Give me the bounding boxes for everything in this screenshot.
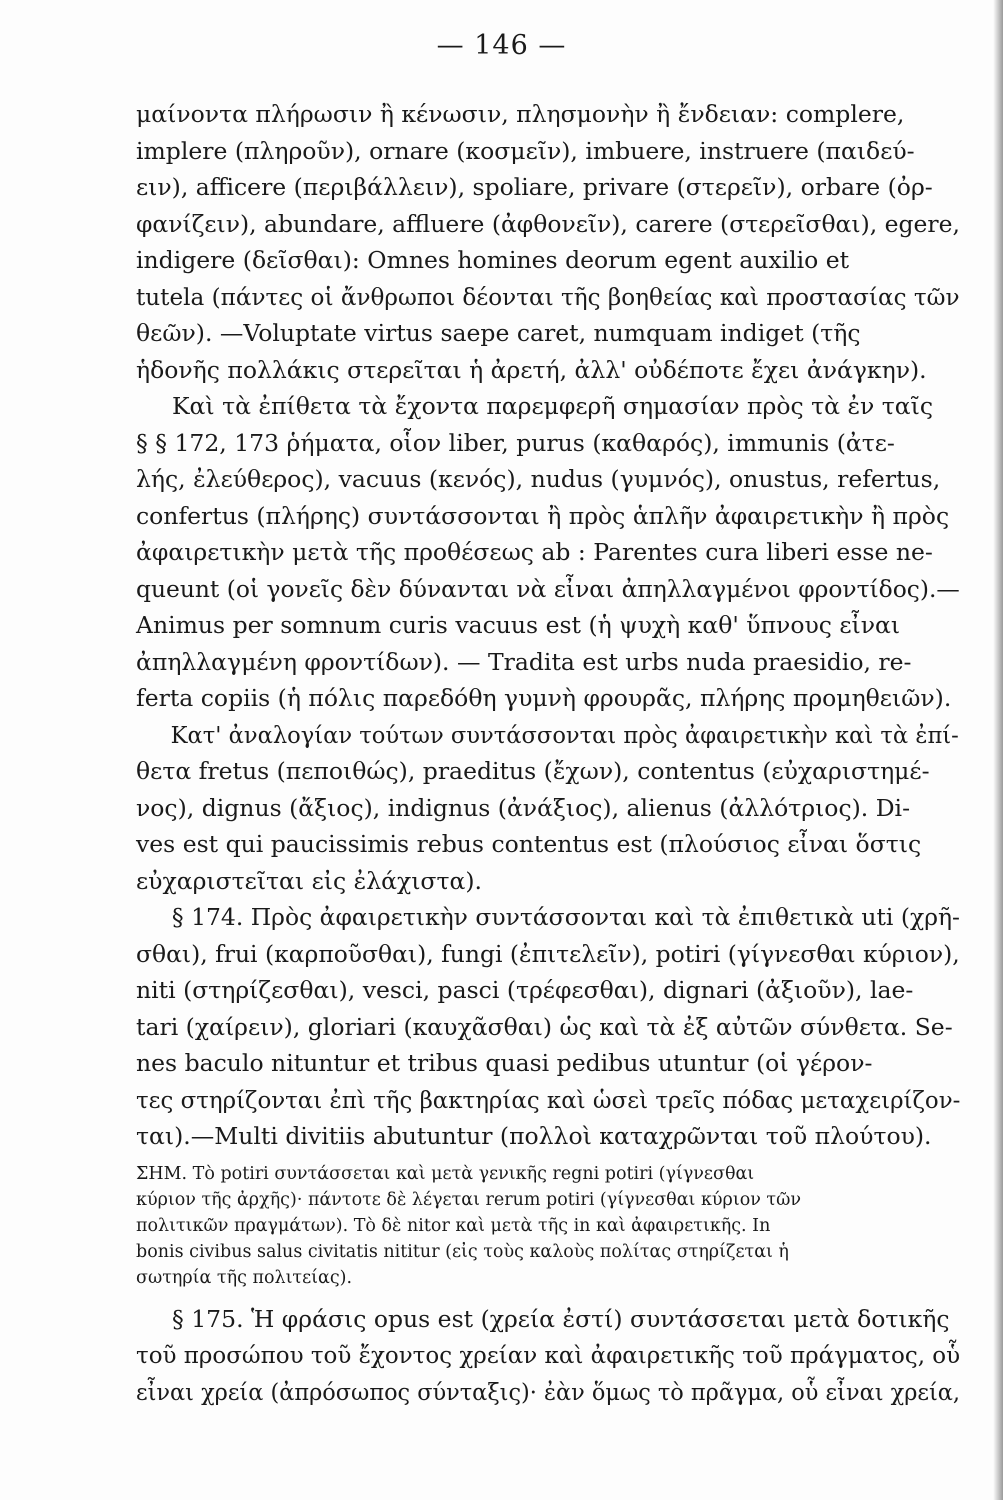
text-line: § 175. Ἡ φράσις opus est (χρεία ἐστί) συντάσσεται μετὰ δοτικῆς [172,1304,950,1333]
note-line: ΣΗΜ. Τὸ potiri συντάσσεται καὶ μετὰ γενικῆς regni potiri (γίγνεσθαι [136,1163,755,1184]
text-line: Κατ' ἀναλογίαν τούτων συντάσσονται πρὸς ἀφαιρετικὴν καὶ τὰ ἐπί- [170,720,959,749]
text-line: εὐχαριστεῖται εἰς ἐλάχιστα). [136,866,482,895]
text-line: θετα fretus (πεποιθώς), praeditus (ἔχων), contentus (εὐχαριστημέ- [136,757,930,785]
text-line: ἡδονῆς πολλάκις στερεῖται ἡ ἀρετή, ἀλλ' οὐδέποτε ἔχει ἀνάγκην). [136,355,927,384]
text-line: ται).—Multi divitiis abutuntur (πολλοὶ καταχρῶνται τοῦ πλούτου). [136,1122,932,1150]
text-line: § § 172, 173 ῥήματα, οἷον liber, purus (καθαρός), immunis (ἀτε- [136,428,895,457]
text-line: tari (χαίρειν), gloriari (καυχᾶσθαι) ὡς καὶ τὰ ἐξ αὐτῶν σύνθετα. Se- [136,1012,953,1041]
note-line: σωτηρία τῆς πολιτείας). [136,1267,353,1288]
text-line: Καὶ τὰ ἐπίθετα τὰ ἔχοντα παρεμφερῆ σημασίαν πρὸς τὰ ἐν ταῖς [172,392,934,420]
note-line: bonis civibus salus civitatis nititur (εἰς τοὺς καλοὺς πολίτας στηρίζεται ἡ [136,1241,789,1262]
text-line: φανίζειν), abundare, affluere (ἀφθονεῖν), carere (στερεῖσθαι), egere, [136,209,960,238]
text-line: ἀφαιρετικὴν μετὰ τῆς προθέσεως ab : Parentes cura liberi esse ne- [136,538,933,566]
text-line: implere (πληροῦν), ornare (κοσμεῖν), imbuere, instruere (παιδεύ- [136,136,915,165]
text-line: μαίνοντα πλήρωσιν ἢ κένωσιν, πλησμονὴν ἢ ἔνδειαν: complere, [136,100,905,128]
text-line: ἀπηλλαγμένη φροντίδων). — Tradita est urbs nuda praesidio, re- [136,647,912,676]
page-edge-shadow [993,0,1003,1500]
text-line: νος), dignus (ἄξιος), indignus (ἀνάξιος), alienus (ἀλλότριος). Di- [136,793,911,822]
text-line: τοῦ προσώπου τοῦ ἔχοντος χρείαν καὶ ἀφαιρετικῆς τοῦ πράγματος, οὗ [136,1341,961,1369]
text-line: § 174. Πρὸς ἀφαιρετικὴν συντάσσονται καὶ τὰ ἐπιθετικὰ uti (χρῆ- [171,903,960,931]
body-text [136,96,960,1410]
note-line: πολιτικῶν πραγμάτων). Τὸ δὲ nitor καὶ μετὰ τῆς in καὶ ἀφαιρετικῆς. In [136,1215,771,1236]
text-line: nes baculo nituntur et tribus quasi pedibus utuntur (οἱ γέρον- [136,1049,873,1077]
page-number: — 146 — [436,30,567,61]
text-line: τες στηρίζονται ἐπὶ τῆς βακτηρίας καὶ ὡσεὶ τρεῖς πόδας μεταχειρίζον- [136,1085,961,1114]
note-line: κύριον τῆς ἀρχῆς)· πάντοτε δὲ λέγεται rerum potiri (γίγνεσθαι κύριον τῶν [136,1189,802,1210]
text-line: ferta copiis (ἡ πόλις παρεδόθη γυμνὴ φρουρᾶς, πλήρης προμηθειῶν). [136,684,952,712]
text-line: niti (στηρίζεσθαι), vesci, pasci (τρέφεσθαι), dignari (ἀξιοῦν), lae- [136,976,914,1004]
text-line: Animus per somnum curis vacuus est (ἡ ψυχὴ καθ' ὕπνους εἶναι [136,611,901,639]
text-line: λής, ἐλεύθερος), vacuus (κενός), nudus (γυμνός), onustus, refertus, [136,465,941,493]
text-line: queunt (οἱ γονεῖς δὲν δύνανται νὰ εἶναι ἀπηλλαγμένοι φροντίδος).— [136,574,960,603]
text-line: εἶναι χρεία (ἀπρόσωπος σύνταξις)· ἐὰν ὅμως τὸ πρᾶγμα, οὗ εἶναι χρεία, [136,1377,961,1406]
footnote-block [136,1161,960,1291]
text-line: ves est qui paucissimis rebus contentus est (πλούσιος εἶναι ὅστις [136,830,922,858]
text-line: θεῶν). —Voluptate virtus saepe caret, numquam indiget (τῆς [136,319,861,347]
text-line: tutela (πάντες οἱ ἄνθρωποι δέονται τῆς βοηθείας καὶ προστασίας τῶν [136,282,960,311]
text-line: σθαι), frui (καρποῦσθαι), fungi (ἐπιτελεῖν), potiri (γίγνεσθαι κύριον), [136,939,960,968]
text-line: confertus (πλήρης) συντάσσονται ἢ πρὸς ἁπλῆν ἀφαιρετικὴν ἢ πρὸς [136,501,950,530]
text-line: indigere (δεῖσθαι): Omnes homines deorum egent auxilio et [136,246,850,274]
text-line: ειν), afficere (περιβάλλειν), spoliare, privare (στερεῖν), orbare (ὀρ- [136,173,933,201]
